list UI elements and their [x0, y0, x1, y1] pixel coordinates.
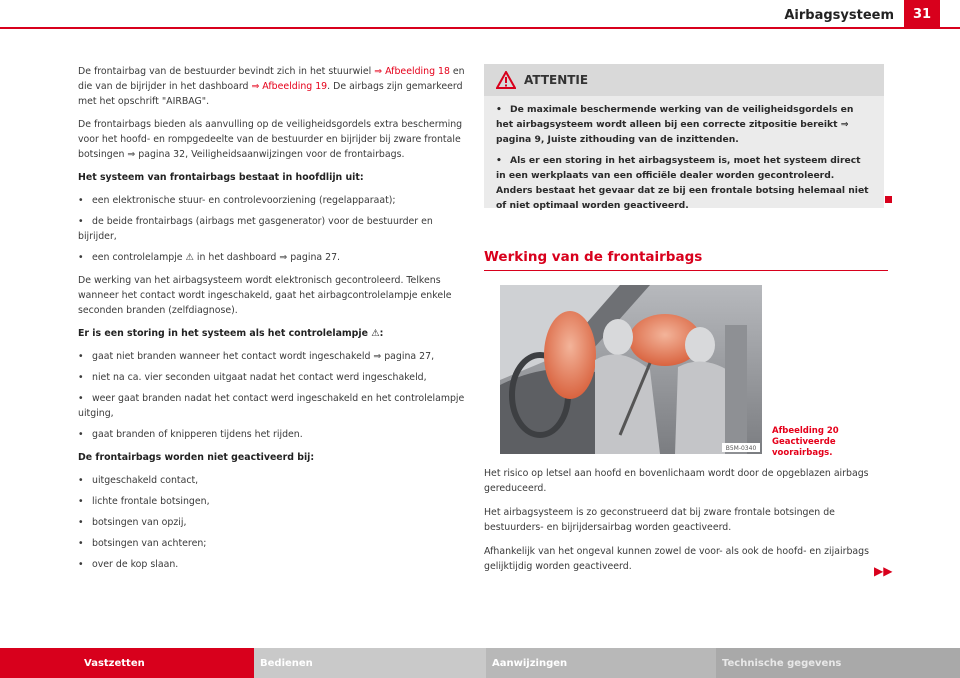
system-components-list — [78, 193, 470, 265]
fault-heading: Er is een storing in het systeem als het controlelampje ⚠: — [78, 328, 384, 339]
list-item-text: uitgeschakeld contact, — [92, 475, 199, 486]
link-figure-19[interactable]: ⇒ Afbeelding 19 — [251, 81, 328, 92]
left-column — [78, 64, 470, 578]
list-item: • over de kop slaan. — [78, 559, 179, 570]
intro-text-1: De frontairbag van de bestuurder bevindt zich in het stuurwiel — [78, 66, 375, 77]
intro-paragraph — [78, 64, 470, 109]
list-item-text: gaat niet branden wanneer het contact wordt ingeschakeld ⇒ pagina 27, — [92, 351, 435, 362]
attention-header — [484, 64, 884, 96]
list-item: • uitgeschakeld contact, — [78, 475, 199, 486]
figure-code: B5M-0340 — [725, 445, 757, 452]
tab-vastzetten[interactable]: Vastzetten — [0, 648, 254, 678]
list-item: • lichte frontale botsingen, — [78, 496, 210, 507]
section-divider — [484, 270, 888, 271]
body-paragraph: Het airbagsysteem is zo geconstrueerd dat bij zware frontale botsingen de bestuurders- en bijrijdersairbag worden geactiveerd. — [484, 507, 835, 533]
fault-list — [78, 349, 470, 442]
system-components-heading: Het systeem van frontairbags bestaat in hoofdlijn uit: — [78, 172, 364, 183]
list-item-text: een controlelampje ⚠ in het dashboard ⇒ pagina 27. — [92, 252, 341, 263]
header-divider — [0, 27, 960, 29]
intro-text-2: en die van de bijrijder in het dashboard — [78, 66, 465, 92]
right-column — [484, 466, 884, 583]
warning-triangle-icon — [496, 71, 516, 89]
not-activated-list — [78, 473, 470, 572]
list-item-text: weer gaat branden nadat het contact werd ingeschakeld en het controlelampje uitging, — [78, 393, 465, 419]
section-end-marker — [885, 196, 892, 203]
body-paragraph: Het risico op letsel aan hoofd en bovenlichaam wordt door de opgeblazen airbags gereduceerd. — [484, 468, 869, 494]
page-number: 31 — [904, 0, 940, 29]
list-item: • botsingen van achteren; — [78, 538, 207, 549]
list-item: • een elektronische stuur- en controlevoorziening (regelapparaat); — [78, 195, 396, 206]
page-header-title: Airbagsysteem — [784, 8, 894, 23]
attention-item-text: Als er een storing in het airbagsysteem is, moet het systeem direct in een werkplaats van een officiële dealer worden gecontroleerd. Anders bestaat het gevaar dat ze bij een frontale botsing helemaal niet of niet optimaal worden geactiveerd. — [496, 155, 869, 211]
attention-box — [484, 64, 884, 211]
protection-paragraph: De frontairbags bieden als aanvulling op de veiligheidsgordels extra bescherming voor het hoofd- en rompgedeelte van de bestuurder en bijrijder bij zware frontale botsingen ⇒ pagina 32, Veiligheidsaanwijzingen voor de frontairbags. — [78, 119, 463, 160]
list-item: • een controlelampje ⚠ in het dashboard ⇒ pagina 27. — [78, 252, 341, 263]
list-item: • weer gaat branden nadat het contact werd ingeschakeld en het controlelampje uitging, — [78, 393, 465, 419]
list-item: • gaat branden of knipperen tijdens het rijden. — [78, 429, 303, 440]
section-title: Werking van de frontairbags — [484, 249, 703, 265]
list-item-text: niet na ca. vier seconden uitgaat nadat het contact werd ingeschakeld, — [92, 372, 427, 383]
list-item-text: een elektronische stuur- en controlevoorziening (regelapparaat); — [92, 195, 396, 206]
tab-technische-gegevens[interactable]: Technische gegevens — [716, 648, 960, 678]
tab-aanwijzingen[interactable]: Aanwijzingen — [486, 648, 716, 678]
body-paragraph: Afhankelijk van het ongeval kunnen zowel de voor- als ook de hoofd- en zijairbags gelijktijdig worden geactiveerd. — [484, 546, 869, 572]
list-item-text: de beide frontairbags (airbags met gasgenerator) voor de bestuurder en bijrijder, — [78, 216, 433, 242]
list-item: • niet na ca. vier seconden uitgaat nadat het contact werd ingeschakeld, — [78, 372, 427, 383]
list-item: • gaat niet branden wanneer het contact wordt ingeschakeld ⇒ pagina 27, — [78, 351, 435, 362]
list-item-text: gaat branden of knipperen tijdens het rijden. — [92, 429, 303, 440]
list-item: • de beide frontairbags (airbags met gasgenerator) voor de bestuurder en bijrijder, — [78, 216, 433, 242]
not-activated-heading: De frontairbags worden niet geactiveerd bij: — [78, 452, 315, 463]
attention-item: • De maximale beschermende werking van de veiligheidsgordels en het airbagsysteem wordt alleen bij een correcte zitpositie bereikt ⇒ pagina 9, Juiste zithouding van de inzittenden. — [496, 104, 854, 145]
list-item: • botsingen van opzij, — [78, 517, 187, 528]
activated-airbags-illustration — [500, 285, 762, 454]
list-item-text: over de kop slaan. — [92, 559, 179, 570]
footer-navigation — [0, 648, 960, 678]
self-diagnosis-paragraph: De werking van het airbagsysteem wordt elektronisch gecontroleerd. Telkens wanneer het contact wordt ingeschakeld, gaat het airbagcontrolelampje enkele seconden branden (zelfdiagnose). — [78, 275, 452, 316]
attention-title: ATTENTIE — [524, 73, 589, 87]
attention-item: • Als er een storing in het airbagsysteem is, moet het systeem direct in een werkplaats van een officiële dealer worden gecontroleerd. Anders bestaat het gevaar dat ze bij een frontale botsing helemaal niet of niet optimaal worden geactiveerd. — [496, 155, 869, 211]
list-item-text: botsingen van achteren; — [92, 538, 207, 549]
attention-item-text: De maximale beschermende werking van de veiligheidsgordels en het airbagsysteem wordt alleen bij een correcte zitpositie bereikt ⇒ pagina 9, Juiste zithouding van de inzittenden. — [496, 104, 854, 145]
intro-text-3: . De airbags zijn gemarkeerd met het opschrift "AIRBAG". — [78, 81, 463, 107]
figure-caption: Afbeelding 20 Geactiveerde voorairbags. — [772, 426, 839, 458]
link-figure-18[interactable]: ⇒ Afbeelding 18 — [374, 66, 450, 77]
attention-body — [484, 96, 884, 213]
continue-arrow-icon: ▶▶ — [874, 564, 893, 578]
tab-bedienen[interactable]: Bedienen — [254, 648, 486, 678]
list-item-text: botsingen van opzij, — [92, 517, 187, 528]
list-item-text: lichte frontale botsingen, — [92, 496, 210, 507]
airbag-figure — [500, 285, 762, 454]
